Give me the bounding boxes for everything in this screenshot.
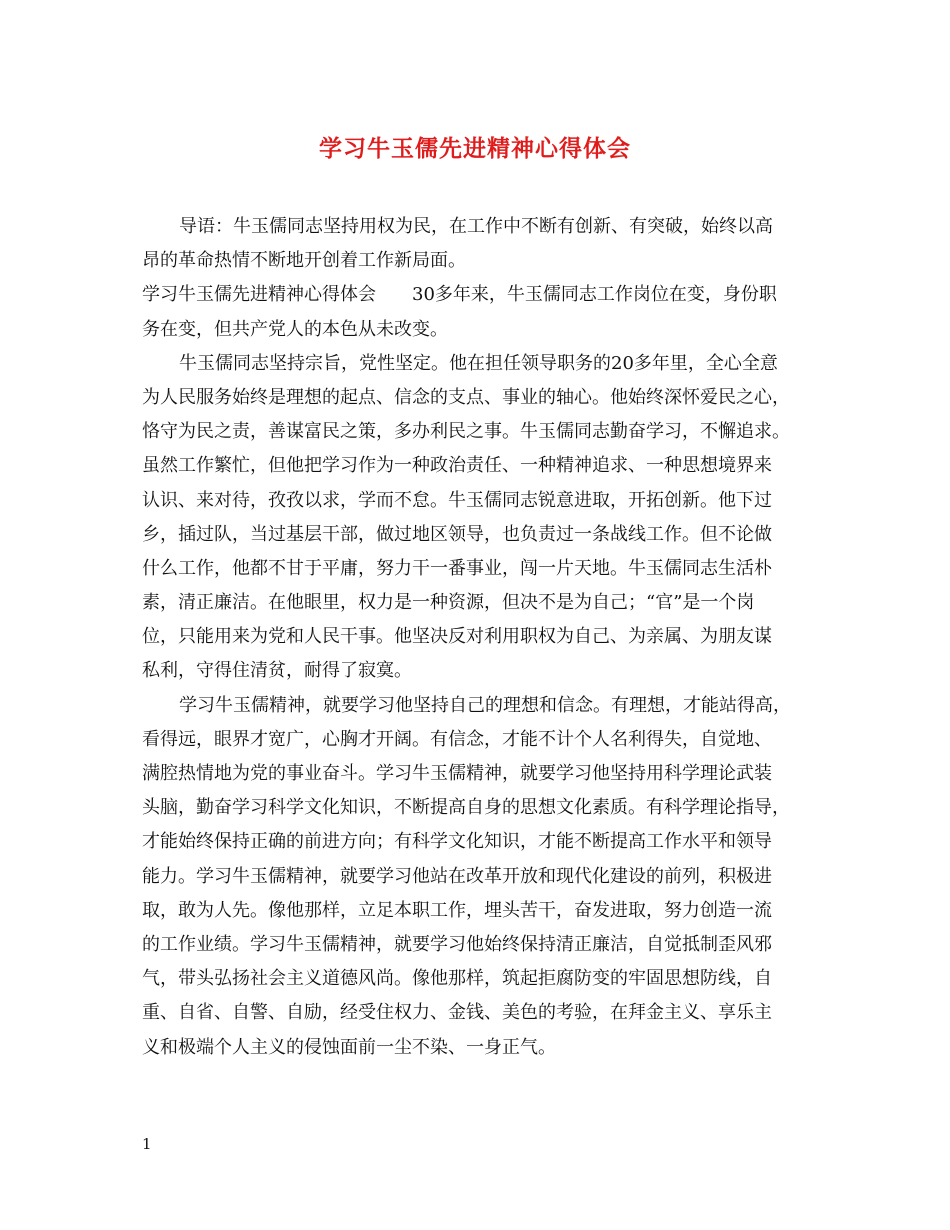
document-title: 学习牛玉儒先进精神心得体会 [319, 135, 631, 162]
paragraph1-line: 私利，守得住清贫，耐得了寂寞。 [142, 660, 412, 682]
paragraph1-line: 素，清正廉洁。在他眼里，权力是一种资源，但决不是为自己；“官”是一个岗 [142, 592, 755, 614]
heading-continuation: 务在变，但共产党人的本色从未改变。 [142, 318, 448, 340]
paragraph2-line: 取，敢为人先。像他那样，立足本职工作，埋头苦干，奋发进取，努力创造一流 [142, 899, 772, 921]
heading-label: 学习牛玉儒先进精神心得体会 [142, 284, 376, 306]
paragraph2-line: 重、自省、自警、自励，经受住权力、金钱、美色的考验，在拜金主义、享乐主 [142, 1002, 772, 1024]
paragraph1-line: 牛玉儒同志坚持宗旨，党性坚定。他在担任领导职务的20多年里，全心全意 [179, 352, 778, 374]
paragraph2-line: 才能始终保持正确的前进方向；有科学文化知识，才能不断提高工作水平和领导 [142, 831, 772, 853]
paragraph1-line: 认识、来对待，孜孜以求，学而不怠。牛玉儒同志锐意进取，开拓创新。他下过 [142, 489, 772, 511]
intro-line: 昂的革命热情不断地开创着工作新局面。 [142, 250, 466, 272]
intro-line: 导语：牛玉儒同志坚持用权为民，在工作中不断有创新、有突破，始终以高 [179, 216, 773, 237]
paragraph1-line: 恪守为民之责，善谋富民之策，多办利民之事。牛玉儒同志勤奋学习，不懈追求。 [142, 421, 790, 443]
heading-text: 30多年来，牛玉儒同志工作岗位在变，身份职 [412, 284, 777, 306]
paragraph1-line: 为人民服务始终是理想的起点、信念的支点、事业的轴心。他始终深怀爱民之心， [142, 386, 790, 408]
paragraph2-line: 头脑，勤奋学习科学文化知识，不断提高自身的思想文化素质。有科学理论指导， [142, 797, 790, 819]
paragraph2-line: 的工作业绩。学习牛玉儒精神，就要学习他始终保持清正廉洁，自觉抵制歪风邪 [142, 933, 772, 955]
paragraph1-line: 什么工作，他都不甘于平庸，努力干一番事业，闯一片天地。牛玉儒同志生活朴 [142, 557, 772, 579]
paragraph2-line: 气，带头弘扬社会主义道德风尚。像他那样，筑起拒腐防变的牢固思想防线，自 [142, 968, 772, 990]
page-number: 1 [142, 1135, 152, 1153]
paragraph1-line: 位，只能用来为党和人民干事。他坚决反对利用职权为自己、为亲属、为朋友谋 [142, 626, 772, 648]
heading-line [142, 278, 822, 312]
paragraph2-line: 学习牛玉儒精神，就要学习他坚持自己的理想和信念。有理想，才能站得高， [179, 694, 791, 716]
paragraph2-line: 义和极端个人主义的侵蚀面前一尘不染、一身正气。 [142, 1036, 556, 1058]
paragraph2-line: 满腔热情地为党的事业奋斗。学习牛玉儒精神，就要学习他坚持用科学理论武装 [142, 763, 772, 784]
document-body [142, 210, 822, 1065]
paragraph2-line: 看得远，眼界才宽广，心胸才开阔。有信念，才能不计个人名利得失，自觉地、 [142, 728, 772, 750]
paragraph1-line: 虽然工作繁忙，但他把学习作为一种政治责任、一种精神追求、一种思想境界来 [142, 455, 772, 477]
paragraph1-line: 乡，插过队，当过基层干部，做过地区领导，也负责过一条战线工作。但不论做 [142, 523, 772, 545]
paragraph2-line: 能力。学习牛玉儒精神，就要学习他站在改革开放和现代化建设的前列，积极进 [142, 865, 772, 887]
